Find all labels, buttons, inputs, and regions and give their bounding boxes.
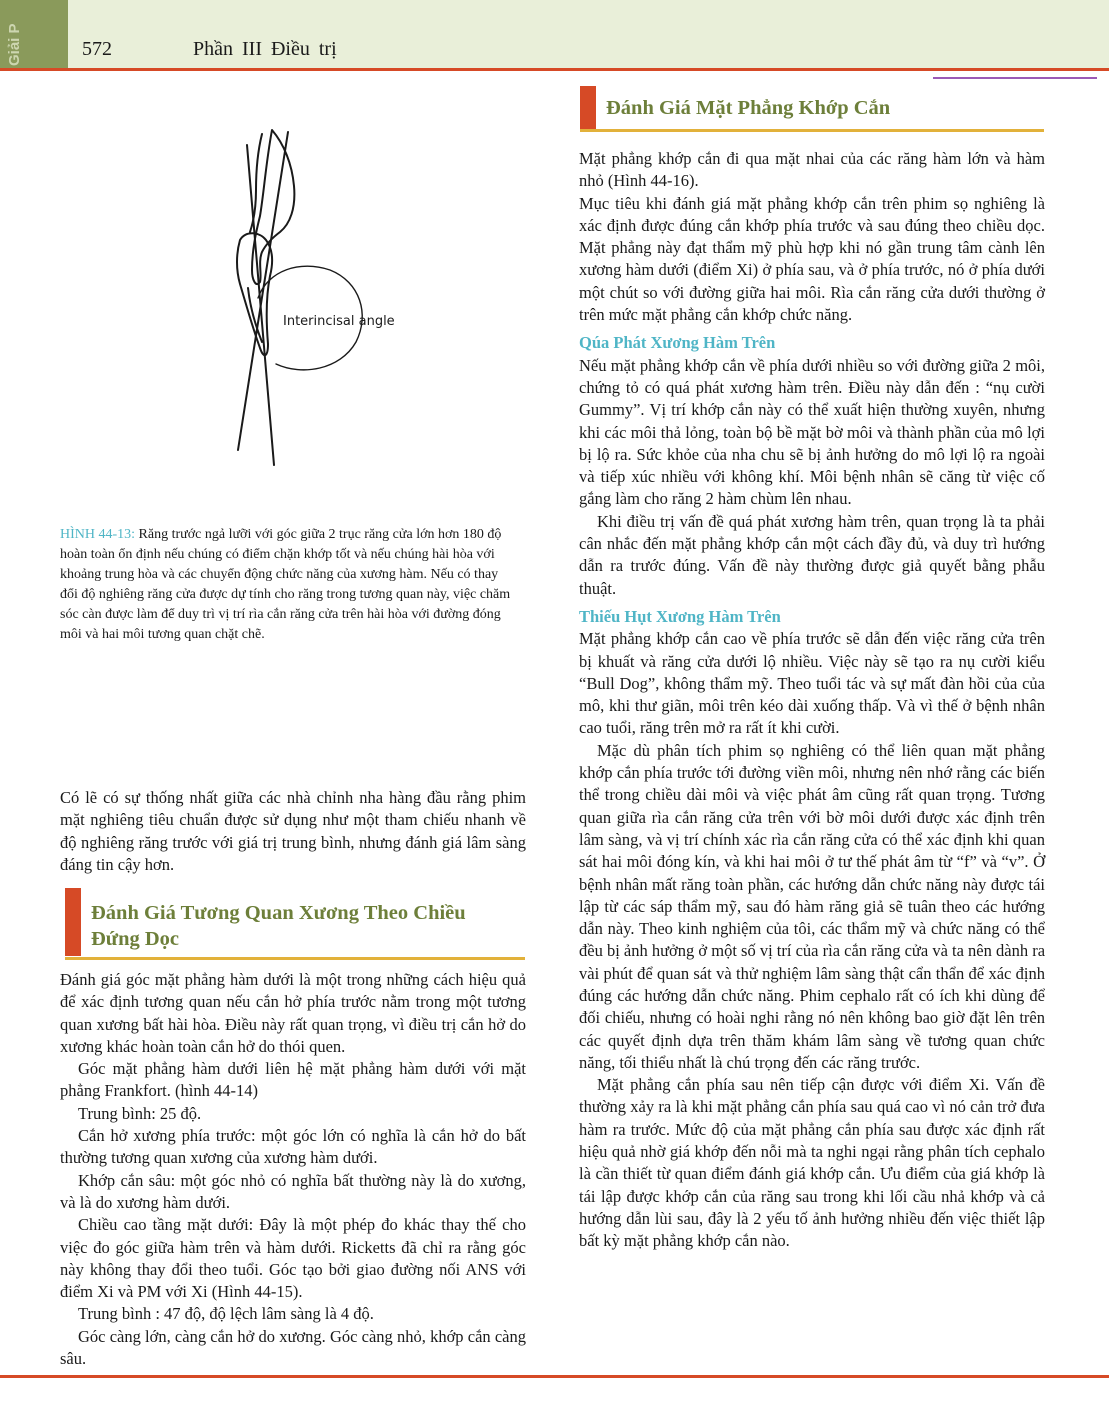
running-title: Phần III Điều trị (193, 38, 337, 60)
figure-caption (60, 525, 515, 645)
chapter-tab (0, 0, 68, 68)
paragraph: Đánh giá góc mặt phẳng hàm dưới là một trong những cách hiệu quả để xác định tương quan nếu cắn hở phía trước nằm trong một tương quan xương bất hài hòa. Điều này rất quan trọng, vì điều trị cắn hở do xương khác hoàn toàn cắn hở do thói quen. (60, 970, 526, 1056)
chapter-tab-label: Giải P (6, 23, 23, 66)
incisor-diagram (180, 120, 440, 470)
right-body-text (579, 148, 1045, 1253)
paragraph: Mặt phẳng khớp cắn cao về phía trước sẽ dẫn đến việc răng cửa trên bị khuất và răng cửa dưới lộ nhiều. Việc này sẽ tạo ra nụ cười kiểu “Bull Dog”, không thẩm mỹ. Theo tuổi tác và sự mất đàn hồi của của mô, khi thư giãn, môi trên kéo dài xuống thấp. Và vì thế ở bệnh nhân cao tuổi, răng trên mở ra rất ít khi cười. (579, 629, 1045, 738)
page-number: 572 (82, 38, 112, 60)
footer-divider (0, 1375, 1109, 1378)
header-divider (0, 68, 1109, 71)
paragraph: Trung bình : 47 độ, độ lệch lâm sàng là 4 độ. (78, 1304, 374, 1324)
paragraph: Chiều cao tầng mặt dưới: Đây là một phép đo khác thay thế cho việc đo góc giữa hàm trên và hàm dưới. Ricketts đã chỉ ra rằng góc này không thay đổi theo tuổi. Góc tạo bởi giao đường nối ANS với điểm Xi và PM với Xi (Hình 44-15). (60, 1215, 526, 1302)
paragraph: Cắn hở xương phía trước: một góc lớn có nghĩa là cắn hở do bất thường tương quan xương của xương hàm dưới. (60, 1126, 526, 1168)
paragraph: Khi điều trị vấn đề quá phát xương hàm trên, quan trọng là ta phải cân nhắc đến mặt phẳng khớp cắn một cách đầy đủ, và duy trì hướng dẫn ra trước đúng. Vấn đề này thường được giả quyết bằng phẫu thuật. (579, 511, 1045, 598)
interincisal-angle-figure (180, 120, 440, 470)
left-body-text (60, 969, 526, 1370)
paragraph: Góc càng lớn, càng cắn hở do xương. Góc càng nhỏ, khớp cắn càng sâu. (60, 1326, 526, 1369)
figure-caption-text: Răng trước ngả lưỡi với góc giữa 2 trục răng cửa lớn hơn 180 độ hoàn toàn ổn định nếu chúng có điểm chặn khớp tốt và nếu chúng hài hòa với khoảng trung hòa và các chuyển động chức năng của xương hàm. Nếu có thay đổi độ nghiêng răng cửa được dự tính cho răng trong tương quan này, việc chăm sóc càn được làm để duy trì vị trí rìa cắn răng cửa trên hài hòa với đường đóng môi và hai môi tương quan chặt chẽ. (60, 527, 511, 642)
heading-accent-bar (580, 86, 596, 130)
heading-title: Đánh Giá Mặt Phẳng Khớp Cắn (606, 97, 891, 119)
intro-text: Có lẽ có sự thống nhất giữa các nhà chỉnh nha hàng đầu rằng phim mặt nghiêng tiêu chuẩn được sử dụng như một tham chiếu nhanh về độ nghiêng răng trước với giá trị trung bình, nhưng đánh giá lâm sàng đáng tin cậy hơn. (60, 788, 526, 874)
heading-underline (65, 957, 525, 960)
heading-accent-bar (65, 888, 81, 956)
heading-underline (580, 129, 1044, 132)
figure-caption-label: HÌNH 44-13: (60, 527, 136, 542)
paragraph: Trung bình: 25 độ. (78, 1103, 202, 1123)
section-heading-occlusal-plane (580, 86, 1044, 132)
paragraph: Mặc dù phân tích phim sọ nghiêng có thể liên quan mặt phẳng khớp cắn phía trước tới đường viền môi, nhưng nên nhớ rằng các biến thể trong chiều dài môi và việc phát âm cũng rất quan trọng. Tương quan giữa rìa cắn răng cửa trên với bờ môi dưới được xác định trên lâm sàng, và vị trí chính xác rìa cắn răng cửa có thể xác định khi quan sát hai môi đóng kín, và khi hai môi ở tư thế phát âm từ “f” và “v”. Ở bệnh nhân mất răng toàn phần, các hướng dẫn chức năng này được tái lập từ các sáp thẩm mỹ, sau đó hàm răng giả sẽ tuân theo các hướng dẫn này. Theo kinh nghiệm của tôi, các thẩm mỹ và chức năng có thể đều bị ảnh hưởng ở một số vị trí của rìa cắn răng cửa và ta nên dành ra vài phút để quan sát và thử nghiệm lâm sàng thật cẩn thẩn để xác định đúng các hướng dẫn chức năng. Phim cephalo rất có ích khi dùng để đối chiếu, nhưng có hoài nghi rằng nó nên không bao giờ đặt lên trên các quyết định dựa trên thăm khám lâm sàng về tương quan chức năng, tối thiểu nhất là chú trọng đến các răng trước. (579, 740, 1046, 1072)
heading-line-1: Đánh Giá Tương Quan Xương Theo Chiều (91, 902, 466, 924)
heading-title (91, 900, 466, 952)
section-heading-vertical-relation (65, 888, 525, 960)
subheading-maxillary-excess: Qúa Phát Xương Hàm Trên (579, 333, 776, 353)
paragraph: Mục tiêu khi đánh giá mặt phẳng khớp cắn trên phim sọ nghiêng là xác định được đúng cắn khớp phía trước và sau đúng theo chiều dọc. Mặt phẳng này đạt thẩm mỹ phù hợp khi nó gần trung tâm cành lên xương hàm dưới (điểm Xi) ở phía sau, và ở phía trước, nó ở phía dưới một chút so với đường giữa hai môi. Rìa cắn răng cửa dưới thường ở trên mức mặt phẳng cắn khớp chức năng. (579, 193, 1045, 325)
heading-line-2: Đứng Dọc (91, 928, 180, 950)
subheading-maxillary-deficiency: Thiếu Hụt Xương Hàm Trên (579, 606, 781, 626)
paragraph: Khớp cắn sâu: một góc nhỏ có nghĩa bất thường này là do xương, và là do xương hàm dưới. (60, 1170, 526, 1212)
paragraph: Góc mặt phẳng hàm dưới liên hệ mặt phẳng hàm dưới với mặt phẳng Frankfort. (hình 44-14) (60, 1059, 526, 1101)
upper-incisor-axis (238, 132, 288, 450)
lower-incisor-outline (237, 233, 272, 355)
page-header (0, 0, 1109, 68)
paragraph: Mặt phẳng cắn phía sau nên tiếp cận được với điểm Xi. Vấn đề thường xảy ra là khi mặt phẳng cắn phía sau quá cao vì nó cản trở đưa hàm ra trước. Mức độ của mặt phẳng cắn phía sau được xác định rất hiệu quả nhờ giá khớp đến nỗi mà ta nghi ngại rằng phân tích cephalo là cần thiết từ quan điểm đánh giá khớp cắn. Ưu điểm của giá khớp là tái lập được khớp cắn của răng sau trong khi lối cầu nhả khớp và cả hướng dẫn lùi sau, đây là 2 yếu tố ảnh hưởng nhiều đến việc thiết lập bất kỳ mặt phẳng khớp cắn nào. (579, 1075, 1045, 1251)
paragraph: Nếu mặt phẳng khớp cắn về phía dưới nhiều so với đường giữa 2 môi, chứng tỏ có quá phát xương hàm trên. Điều này dẫn đến : “nụ cười Gummy”. Vị trí khớp cắn này có thể xuất hiện thường xuyên, nhưng khi các môi thả lỏng, toàn bộ bề mặt bờ môi và thành phần của mô lợi bị lộ ra. Sức khỏe của nha chu sẽ bị ảnh hưởng do mô lợi lộ ra ngoài và tiếp xúc nhiều với không khí. Môi bệnh nhân sẽ căng từ việc cố gắng làm cho răng 2 hàm chùm lên nhau. (579, 355, 1045, 509)
left-intro-paragraph (60, 787, 526, 876)
interincisal-angle-label: Interincisal angle (283, 314, 395, 329)
accent-divider (933, 77, 1097, 79)
paragraph: Mặt phẳng khớp cắn đi qua mặt nhai của các răng hàm lớn và hàm nhỏ (Hình 44-16). (579, 149, 1045, 191)
